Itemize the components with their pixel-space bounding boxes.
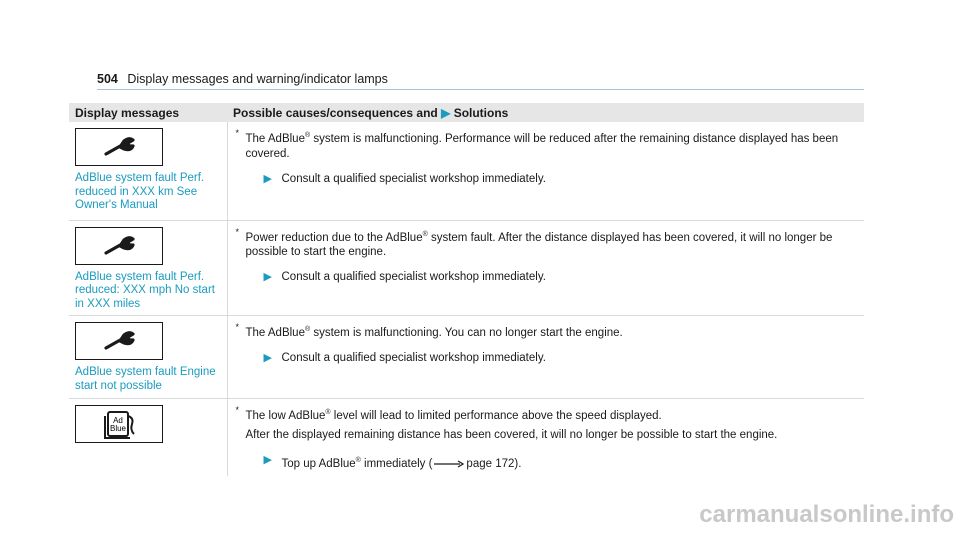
message-cell	[69, 122, 227, 220]
play-arrow-icon: ▶	[263, 351, 272, 364]
header-rule	[97, 89, 864, 90]
wrench-icon	[75, 322, 163, 360]
solution-text: Consult a qualified specialist workshop immediately.	[281, 271, 546, 284]
col-header-messages: Display messages	[69, 103, 227, 122]
wrench-icon	[75, 227, 163, 265]
table-row	[69, 220, 864, 316]
causes-cell	[227, 316, 864, 399]
causes-cell	[227, 220, 864, 316]
svg-text:Ad: Ad	[113, 416, 123, 425]
causes-cell	[227, 399, 864, 476]
play-arrow-icon: ▶	[263, 271, 272, 284]
cause-extra-text: After the displayed remaining distance has been covered, it will no longer be possible to start the engine.	[245, 428, 778, 441]
svg-text:Blue: Blue	[109, 424, 127, 433]
footnote-star: *	[235, 128, 240, 138]
page-reference-link[interactable]: page 172).	[466, 457, 522, 470]
wrench-icon	[75, 128, 163, 166]
play-arrow-icon: ▶	[263, 172, 272, 185]
cause-text: The low AdBlue® level will lead to limited performance above the speed displayed.	[245, 409, 662, 422]
message-cell	[69, 316, 227, 399]
footnote-star: *	[235, 226, 240, 237]
cause-text: Power reduction due to the AdBlue® system fault. After the distance displayed has been covered, it will no longer be possible to start the engine.	[245, 230, 833, 259]
solution-text: Consult a qualified specialist workshop immediately.	[281, 351, 546, 364]
page-header	[97, 72, 388, 86]
table-row	[69, 399, 864, 476]
adblue-tank-icon	[75, 405, 163, 443]
message-cell	[69, 399, 227, 476]
message-cell	[69, 220, 227, 316]
play-arrow-icon: ▶	[441, 106, 451, 120]
footnote-star: *	[235, 322, 240, 332]
display-message: AdBlue system fault Perf. reduced in XXX km See Owner's Manual	[75, 172, 205, 211]
table-header-row	[69, 103, 864, 122]
col-header-causes-label: Possible causes/consequences and	[233, 106, 438, 120]
col-header-causes	[227, 103, 864, 122]
solution-text: Top up AdBlue® immediately ( page 172).	[281, 456, 522, 470]
display-message: AdBlue system fault Engine start not possible	[75, 366, 216, 392]
page-title: Display messages and warning/indicator lamps	[127, 72, 388, 86]
watermark: carmanualsonline.info	[699, 501, 954, 528]
cause-text: The AdBlue® system is malfunctioning. You can no longer start the engine.	[245, 326, 623, 339]
play-arrow-icon: ▶	[263, 453, 272, 466]
cause-text: The AdBlue® system is malfunctioning. Performance will be reduced after the remaining distance displayed has been covered.	[245, 132, 839, 160]
table-row	[69, 122, 864, 220]
page-number: 504	[97, 72, 118, 86]
col-header-solutions-label: Solutions	[453, 106, 509, 120]
display-message: AdBlue system fault Perf. reduced: XXX mph No start in XXX miles	[75, 270, 215, 310]
causes-cell	[227, 122, 864, 220]
page-reference-arrow-icon	[434, 460, 464, 468]
messages-table	[69, 103, 864, 476]
table-row	[69, 316, 864, 399]
footnote-star: *	[235, 405, 240, 415]
solution-text: Consult a qualified specialist workshop immediately.	[281, 172, 546, 185]
